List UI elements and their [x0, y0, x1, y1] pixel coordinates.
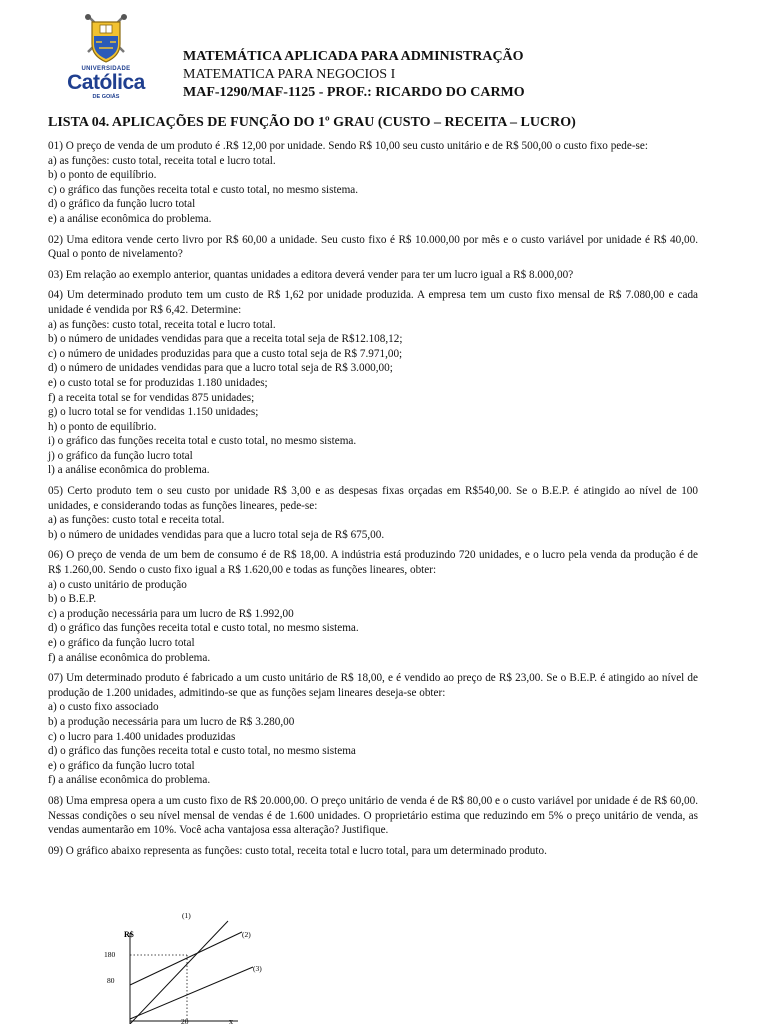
- question-block: [48, 671, 698, 788]
- line-2-label: (2): [242, 930, 251, 939]
- question-item: a) as funções: custo total e receita total.: [48, 514, 225, 527]
- crest-icon: [66, 12, 146, 72]
- line-1-label: (1): [182, 911, 191, 920]
- question-item: d) o gráfico das funções receita total e custo total, no mesmo sistema.: [48, 622, 359, 635]
- university-logo: [66, 12, 146, 100]
- question-item: a) o custo unitário de produção: [48, 578, 187, 591]
- question-item: e) o custo total se for produzidas 1.180 unidades;: [48, 376, 268, 389]
- question-list: [48, 139, 698, 864]
- question-block: [48, 484, 698, 542]
- question-item: b) o número de unidades vendidas para que a receita total seja de R$12.108,12;: [48, 333, 403, 346]
- question-text: 05) Certo produto tem o seu custo por unidade R$ 3,00 e as despesas fixas orçadas em R$540,00. Se o B.E.P. é atingido ao nível de 100 unidades, e considerando todas as funções lineares, pede-se:: [48, 485, 698, 512]
- question-text: 06) O preço de venda de um bem de consumo é de R$ 18,00. A indústria está produzindo 720 unidades, e o lucro pela venda da produção é de R$ 1.260,00. Sendo o custo fixo igual a R$ 1.620,00 e todas as funções lineares, obter:: [48, 549, 698, 577]
- x-tick-label: 20: [181, 1017, 189, 1024]
- question-block: [48, 288, 698, 478]
- question-text: 04) Um determinado produto tem um custo de R$ 1,62 por unidade produzida. A empresa tem um custo fixo mensal de R$ 7.080,00 e cada unidade é vendida por R$ 6,42. Determine:: [48, 289, 698, 316]
- question-item: a) as funções: custo total, receita total e lucro total.: [48, 318, 276, 331]
- question-item: b) o ponto de equilíbrio.: [48, 169, 157, 182]
- line-3: [130, 967, 253, 1019]
- question-block: [48, 844, 698, 859]
- course-subtitle: MATEMATICA PARA NEGOCIOS I: [183, 67, 396, 82]
- y-tick-label: 80: [107, 976, 115, 985]
- y-axis-unit-label: R$: [124, 930, 134, 939]
- question-item: b) o B.E.P.: [48, 593, 97, 606]
- question-text: 03) Em relação ao exemplo anterior, quantas unidades a editora deverá vender para ter um lucro igual a R$ 8.000,00?: [48, 268, 574, 281]
- question-block: [48, 139, 698, 227]
- question-item: f) a análise econômica do problema.: [48, 651, 211, 664]
- question-text: 08) Uma empresa opera a um custo fixo de R$ 20.000,00. O preço unitário de venda é de R$ 80,00 e o custo variável por unidade é de R$ 60,00. Nessas condições o seu nível mensal de vendas é de 1.600 unidades. O proprietário estima que reduzindo em 5% o preço unitário de venda, as vendas aumentarão em 10%. Você acha vantajosa essa alteração? Justifique.: [48, 794, 698, 837]
- question-text: 07) Um determinado produto é fabricado a um custo unitário de R$ 18,00, e é vendido ao preço de R$ 23,00. Se o B.E.P. é atingido ao nível de produção de 1.200 unidades, admitindo-se que as funções sejam lineares deseja-se obter:: [48, 672, 698, 699]
- question-item: l) a análise econômica do problema.: [48, 464, 210, 477]
- question-item: c) o gráfico das funções receita total e custo total, no mesmo sistema.: [48, 183, 359, 196]
- question-item: e) o gráfico da função lucro total: [48, 759, 195, 772]
- question-block: [48, 548, 698, 665]
- x-axis-unit-label: x: [229, 1017, 233, 1024]
- question-item: e) o gráfico da função lucro total: [48, 637, 195, 649]
- question-item: e) a análise econômica do problema.: [48, 212, 212, 225]
- question-item: f) a receita total se for vendidas 875 unidades;: [48, 391, 255, 404]
- question-item: a) as funções: custo total, receita total e lucro total.: [48, 154, 276, 167]
- line-1: [130, 921, 228, 1024]
- question-item: h) o ponto de equilíbrio.: [48, 420, 157, 433]
- question-item: d) o número de unidades vendidas para que a lucro total seja de R$ 3.000,00;: [48, 362, 393, 375]
- question-text: 02) Uma editora vende certo livro por R$ 60,00 a unidade. Seu custo fixo é R$ 10.000,00 por mês e o custo variável por unidade é R$ 40,00. Qual o ponto de nivelamento?: [48, 233, 698, 261]
- question-text: 01) O preço de venda de um produto é .R$ 12,00 por unidade. Sendo R$ 10,00 seu custo unitário e de R$ 500,00 o custo fixo pede-se:: [48, 140, 648, 152]
- line-2: [130, 932, 242, 985]
- logo-catolica-text: Católica: [67, 71, 145, 94]
- list-title: LISTA 04. APLICAÇÕES DE FUNÇÃO DO 1º GRAU (CUSTO – RECEITA – LUCRO): [48, 115, 576, 130]
- question-item: b) o número de unidades vendidas para que a lucro total seja de R$ 675,00.: [48, 528, 385, 541]
- question-item: f) a análise econômica do problema.: [48, 774, 211, 787]
- line-3-label: (3): [253, 964, 262, 973]
- course-title: MATEMÁTICA APLICADA PARA ADMINISTRAÇÃO: [183, 49, 524, 64]
- question-item: i) o gráfico das funções receita total e custo total, no mesmo sistema.: [48, 435, 357, 448]
- course-code-professor: MAF-1290/MAF-1125 - PROF.: RICARDO DO CARMO: [183, 85, 525, 100]
- question-item: c) o lucro para 1.400 unidades produzidas: [48, 730, 236, 743]
- logo-university-text: UNIVERSIDADE: [81, 66, 131, 72]
- question-item: b) a produção necessária para um lucro de R$ 3.280,00: [48, 715, 295, 728]
- y-tick-label: 180: [104, 950, 116, 959]
- question-item: j) o gráfico da função lucro total: [48, 449, 193, 462]
- question-text: 09) O gráfico abaixo representa as funções: custo total, receita total e lucro total, para um determinado produto.: [48, 844, 547, 857]
- question-item: d) o gráfico das funções receita total e custo total, no mesmo sistema: [48, 745, 356, 758]
- question-item: a) o custo fixo associado: [48, 701, 159, 714]
- question-block: [48, 794, 698, 838]
- question-item: c) a produção necessária para um lucro de R$ 1.992,00: [48, 607, 294, 620]
- logo-goias-text: DE GOIÁS: [92, 94, 120, 100]
- question-item: c) o número de unidades produzidas para que a custo total seja de R$ 7.971,00;: [48, 347, 403, 360]
- question-item: d) o gráfico da função lucro total: [48, 198, 196, 211]
- question-block: [48, 268, 698, 283]
- question-block: [48, 233, 698, 262]
- question-item: g) o lucro total se for vendidas 1.150 unidades;: [48, 406, 259, 419]
- cost-revenue-profit-graph: [48, 907, 308, 1024]
